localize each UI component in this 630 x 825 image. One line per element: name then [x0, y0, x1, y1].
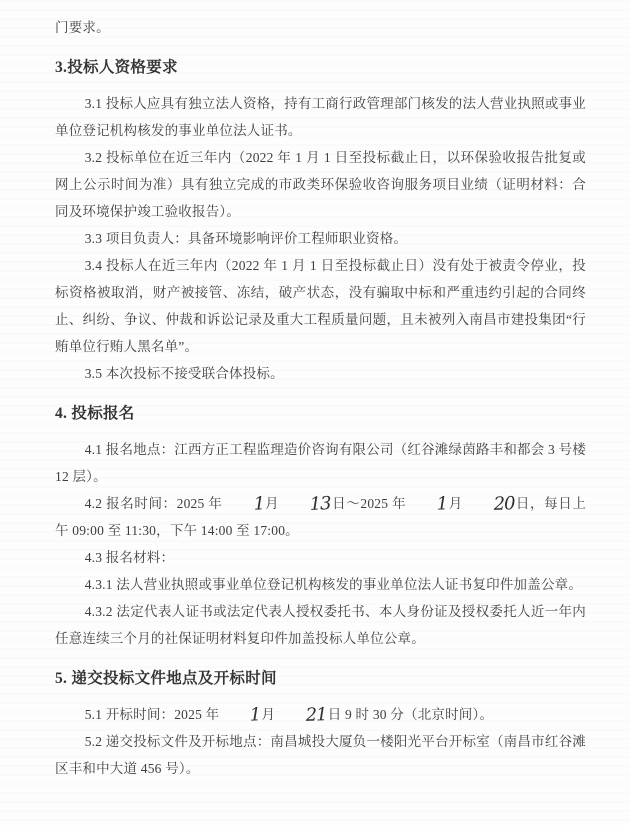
clause-3-1: 3.1 投标人应具有独立法人资格，持有工商行政管理部门核发的法人营业执照或事业单位登记机构核发的事业单位法人证书。: [55, 96, 586, 138]
clause-3-3: 3.3 项目负责人：具备环境影响评价工程师职业资格。: [84, 231, 408, 246]
clause-4-2-text: 月: [448, 496, 463, 511]
clause-4-2-text: 日，每日上午 09:00 至 11:30，下午 14:00 至 17:00。: [55, 496, 587, 538]
clause-4-3-2: 4.3.2 法定代表人证书或法定代表人授权委托书、本人身份证及授权委托人近一年内任意连续三个月的社保证明材料复印件加盖投标人单位公章。: [55, 604, 586, 646]
clause-4-3: 4.3 报名材料：: [84, 550, 175, 565]
handwritten-month-start: 1: [252, 493, 265, 515]
clause-5-2: 5.2 递交投标文件及开标地点：南昌城投大厦负一楼阳光平台开标室（南昌市红谷滩区丰和中大道 456 号）。: [55, 734, 586, 776]
clause-4-2: [55, 490, 586, 544]
section-5-heading: 5. 递交投标文件地点及开标时间: [55, 670, 277, 687]
clause-4-2-text: 4.2 报名时间：2025 年: [84, 496, 223, 511]
clause-5-1-text: 5.1 开标时间：2025 年: [84, 707, 220, 722]
clause-4-3-1: 4.3.1 法人营业执照或事业单位登记机构核发的事业单位法人证书复印件加盖公章。: [84, 577, 583, 592]
handwritten-day-end: 20: [493, 493, 515, 515]
clause-4-1: 4.1 报名地点：江西方正工程监理造价咨询有限公司（红谷滩绿茵路丰和都会 3 号楼 12 层）。: [55, 442, 586, 484]
handwritten-opening-day: 21: [305, 704, 328, 726]
clause-5-1: [55, 701, 586, 728]
handwritten-opening-month: 1: [249, 704, 261, 726]
section-3-heading: 3.投标人资格要求: [55, 59, 178, 76]
clause-5-1-text: 月: [261, 707, 276, 722]
clause-4-2-text: 日～2025 年: [331, 496, 407, 511]
clause-3-4: 3.4 投标人在近三年内（2022 年 1 月 1 日至投标截止日）没有处于被责令停业，投标资格被取消，财产被接管、冻结，破产状态，没有骗取中标和严重违约引起的合同终止、纠纷、争议、仲裁和诉讼记录及重大工程质量问题，且未被列入南昌市建投集团“行贿单位行贿人黑名单”。: [55, 258, 586, 354]
intro-continuation-line: 门要求。: [55, 20, 110, 35]
clause-3-2: 3.2 投标单位在近三年内（2022 年 1 月 1 日至投标截止日，以环保验收报告批复或网上公示时间为准）具有独立完成的市政类环保验收咨询服务项目业绩（证明材料：合同及环境保护竣工验收报告）。: [55, 150, 586, 219]
clause-4-2-text: 月: [264, 496, 280, 511]
section-4-heading: 4. 投标报名: [55, 405, 135, 422]
handwritten-month-end: 1: [436, 493, 448, 515]
handwritten-day-start: 13: [309, 493, 332, 515]
clause-3-5: 3.5 本次投标不接受联合体投标。: [84, 366, 284, 381]
clause-5-1-text: 日 9 时 30 分（北京时间）。: [327, 707, 494, 722]
